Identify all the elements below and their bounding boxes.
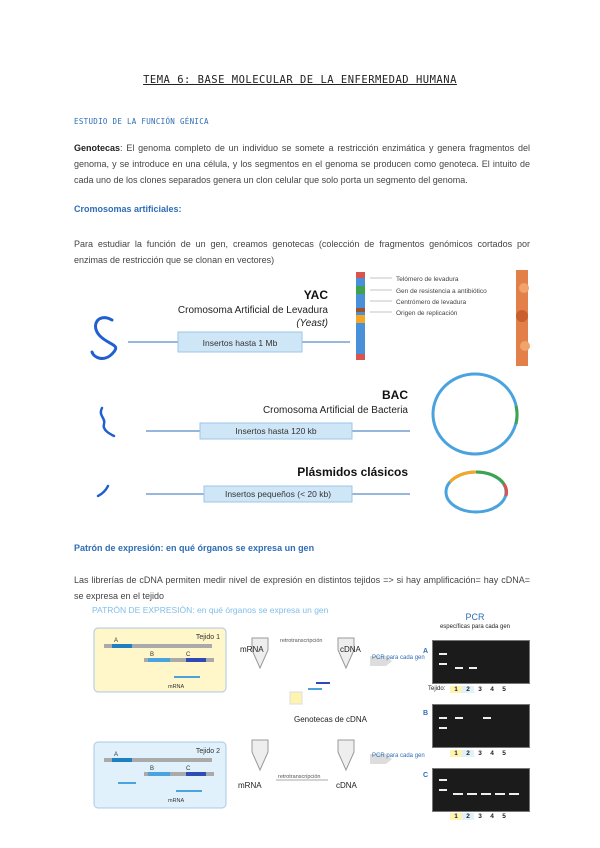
- yac-full-name: Cromosoma Artificial de Levadura: [177, 305, 328, 316]
- bac-dna-squiggle: [101, 408, 114, 436]
- figure-overlay-title: PATRÓN DE EXPRESIÓN: en qué órganos se expresa un gen: [92, 605, 329, 615]
- plasmid-insert-label: Insertos pequeños (< 20 kb): [224, 489, 332, 499]
- lane-4: 4: [490, 750, 494, 757]
- pcr-arrow-2: PCR para cada gen: [372, 753, 425, 759]
- lane-2: 2: [462, 813, 474, 820]
- gel-A: [432, 640, 530, 684]
- genotecas-term: Genotecas: [74, 143, 121, 153]
- plasmid-name: Plásmidos clásicos: [297, 465, 408, 479]
- tube-cdna-2: [338, 740, 354, 770]
- gene-B-1: B: [150, 652, 155, 658]
- yac-dna-squiggle: [92, 318, 116, 359]
- gene-A-2: A: [114, 752, 119, 758]
- lane-3: 3: [478, 750, 482, 757]
- patron-heading: Patrón de expresión: en qué órganos se expresa un gen: [74, 543, 315, 553]
- yac-legend-2: Centrómero de levadura: [396, 299, 467, 306]
- lane-1: 1: [450, 750, 462, 757]
- lane-2: 2: [462, 750, 474, 757]
- bac-full-name: Cromosoma Artificial de Bacteria: [262, 405, 408, 416]
- lanes-A: [450, 686, 530, 693]
- yac-name: YAC: [303, 288, 328, 302]
- tissue1-label: Tejido 1: [195, 634, 220, 641]
- lane-5: 5: [502, 686, 506, 693]
- expression-figure: [84, 604, 425, 822]
- lane-1: 1: [450, 686, 462, 693]
- tube-mrna-2: [252, 740, 268, 770]
- lanes-C: [450, 813, 530, 820]
- gene-A-1: A: [114, 638, 119, 644]
- mrna-small-1: mRNA: [168, 684, 185, 690]
- bac-name: BAC: [382, 388, 408, 402]
- gene-C-1: C: [186, 652, 191, 658]
- lane-4: 4: [490, 813, 494, 820]
- lane-4: 4: [490, 686, 494, 693]
- gel-label-C: C: [423, 772, 429, 779]
- plasmid-dna-squiggle: [98, 486, 108, 496]
- lane-3: 3: [478, 686, 482, 693]
- tissue2-label: Tejido 2: [195, 748, 220, 755]
- mrna-label-1: mRNA: [240, 645, 264, 654]
- genotecas-cdna-label: Genotecas de cDNA: [294, 715, 367, 724]
- gel-label-B: B: [423, 710, 429, 717]
- cromosomas-paragraph: Para estudiar la función de un gen, creamos genotecas (colección de fragmentos genómicos cortados por enzimas de restricción que se clonan en vectores): [74, 239, 530, 265]
- gel-B: [432, 704, 530, 748]
- lane-1: 1: [450, 813, 462, 820]
- genotecas-text: : El genoma completo de un individuo se somete a restricción enzimática y genera fragmentos del genoma, y se introduce en una célula, y los segmentos en el genoma se producen como genoteca. El intuito de cada uno de los clones separados genera un clon celular que solo porta un segmento del genoma.: [74, 143, 530, 185]
- mrna-small-2: mRNA: [168, 798, 185, 804]
- genoteca-square: [290, 692, 302, 704]
- lane-3: 3: [478, 813, 482, 820]
- yac-legend-3: Origen de replicación: [396, 310, 458, 317]
- bac-plasmid-ring: [433, 374, 517, 454]
- tejido-label: Tejido:: [428, 686, 446, 692]
- lane-5: 5: [502, 750, 506, 757]
- pcr-subtitle: específicas para cada gen: [439, 624, 511, 630]
- yac-origin: [356, 315, 365, 323]
- pcr-arrow-1: PCR para cada gen: [372, 655, 425, 661]
- retro-label-1: retrotranscripción: [280, 638, 323, 644]
- gel-label-A: A: [423, 648, 429, 655]
- retro-label-2: retrotranscripción: [278, 774, 321, 780]
- yac-legend-1: Gen de resistencia a antibiótico: [396, 288, 487, 295]
- yac-legend-0: Telómero de levadura: [396, 276, 459, 283]
- section-subtitle: ESTUDIO DE LA FUNCIÓN GÉNICA: [74, 117, 209, 126]
- yac-antibiotic-gene: [356, 286, 365, 294]
- lanes-B: [450, 750, 530, 757]
- pcr-title: PCR: [465, 612, 485, 622]
- gene-C-2: C: [186, 766, 191, 772]
- vectors-figure: [80, 268, 530, 528]
- yac-telomere-top: [356, 272, 365, 278]
- cdna-label-2: cDNA: [336, 781, 357, 790]
- lane-5: 5: [502, 813, 506, 820]
- page-title: TEMA 6: BASE MOLECULAR DE LA ENFERMEDAD HUMANA: [143, 74, 457, 86]
- mrna-label-2: mRNA: [238, 781, 262, 790]
- bac-insert-label: Insertos hasta 120 kb: [235, 426, 317, 436]
- gel-C: [432, 768, 530, 812]
- yac-insert-label: Insertos hasta 1 Mb: [202, 338, 278, 348]
- lane-2: 2: [462, 686, 474, 693]
- genotecas-paragraph: [74, 140, 530, 188]
- cdna-label-1: cDNA: [340, 645, 361, 654]
- yac-centromere: [356, 308, 365, 312]
- yac-species: (Yeast): [296, 318, 328, 329]
- patron-paragraph: Las librerías de cDNA permiten medir nivel de expresión en distintos tejidos => si hay amplificación= hay cDNA= se expresa en el tejido: [74, 575, 530, 601]
- gene-B-2: B: [150, 766, 155, 772]
- cromosomas-heading: Cromosomas artificiales:: [74, 204, 182, 214]
- yac-telomere-bottom: [356, 354, 365, 360]
